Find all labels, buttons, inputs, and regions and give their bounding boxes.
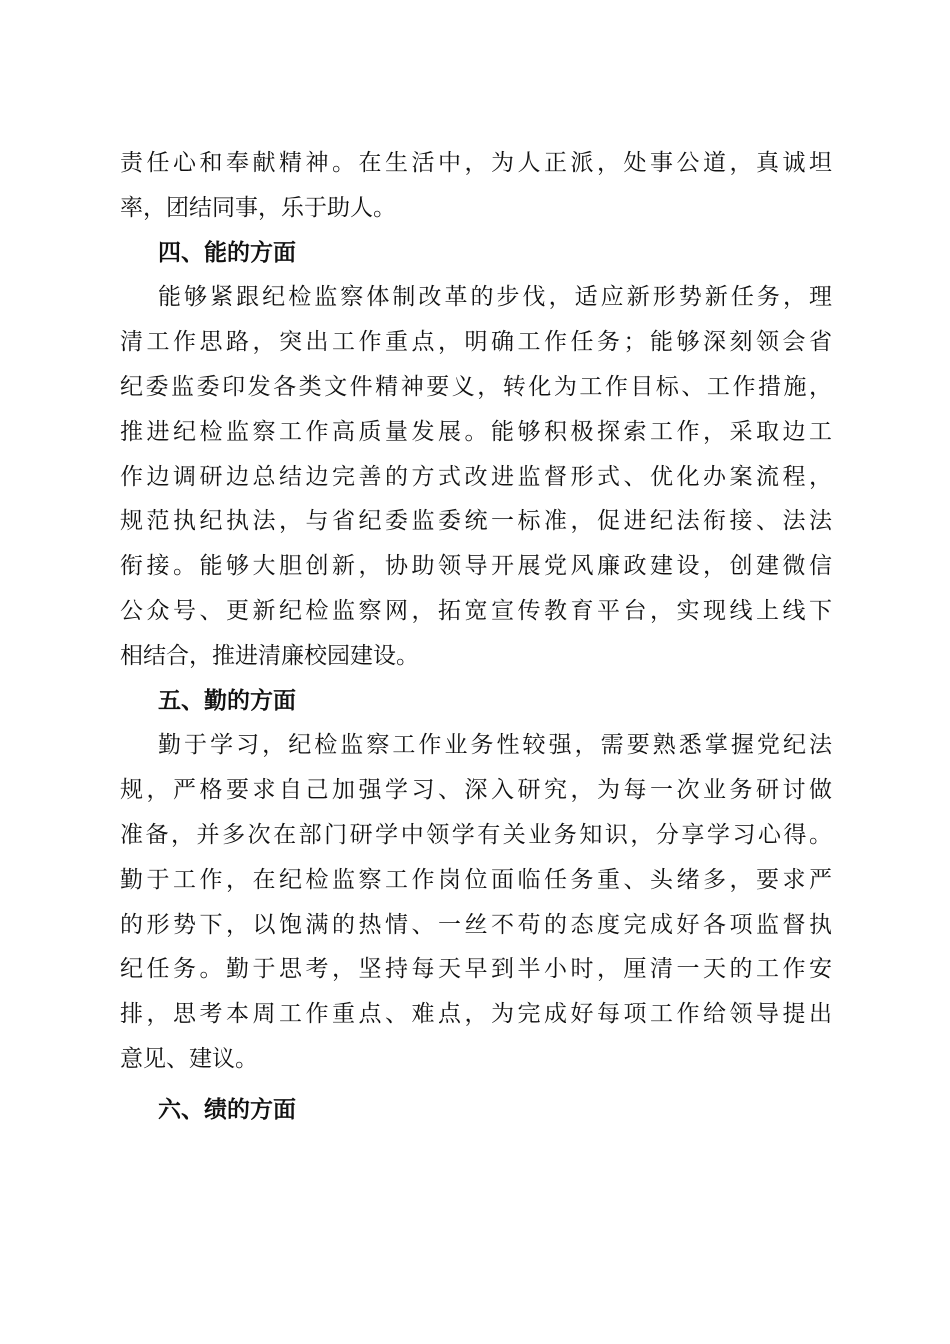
section-heading: 五、勤的方面 <box>158 687 296 714</box>
text-line: 率，团结同事，乐于助人。 <box>120 194 396 221</box>
text-line: 规，严格要求自己加强学习、深入研究，为每一次业务研讨做 <box>120 777 832 804</box>
paragraph <box>120 275 832 678</box>
text-line: 勤于工作，在纪检监察工作岗位面临任务重、头绪多，要求严 <box>120 866 832 893</box>
text-line: 规范执纪执法，与省纪委监委统一标准，促进纪法衔接、法法 <box>120 508 832 535</box>
paragraph <box>120 141 832 231</box>
text-line: 纪任务。勤于思考，坚持每天早到半小时，厘清一天的工作安 <box>120 956 832 983</box>
section-heading: 四、能的方面 <box>158 239 296 266</box>
text-line: 清工作思路，突出工作重点，明确工作任务；能够深刻领会省 <box>120 329 832 356</box>
text-line: 意见、建议。 <box>120 1045 258 1072</box>
text-line: 作边调研边总结边完善的方式改进监督形式、优化办案流程， <box>120 463 832 490</box>
text-line: 责任心和奉献精神。在生活中，为人正派，处事公道，真诚坦 <box>120 150 832 176</box>
text-line: 推进纪检监察工作高质量发展。能够积极探索工作，采取边工 <box>120 418 832 445</box>
text-line: 相结合，推进清廉校园建设。 <box>120 642 419 669</box>
text-line: 的形势下，以饱满的热情、一丝不苟的态度完成好各项监督执 <box>120 911 832 938</box>
text-line: 纪委监委印发各类文件精神要义，转化为工作目标、工作措施， <box>120 373 832 400</box>
document-body <box>120 141 832 1133</box>
text-line: 衔接。能够大胆创新，协助领导开展党风廉政建设，创建微信 <box>120 553 832 580</box>
text-line: 排，思考本周工作重点、难点，为完成好每项工作给领导提出 <box>120 1001 832 1028</box>
text-line: 能够紧跟纪检监察体制改革的步伐，适应新形势新任务，理 <box>158 284 832 311</box>
paragraph <box>120 723 832 1081</box>
text-line: 准备，并多次在部门研学中领学有关业务知识，分享学习心得。 <box>120 821 832 848</box>
text-line: 公众号、更新纪检监察网，拓宽宣传教育平台，实现线上线下 <box>120 597 832 624</box>
text-line: 勤于学习，纪检监察工作业务性较强，需要熟悉掌握党纪法 <box>158 732 832 759</box>
section-heading: 六、绩的方面 <box>158 1096 296 1123</box>
